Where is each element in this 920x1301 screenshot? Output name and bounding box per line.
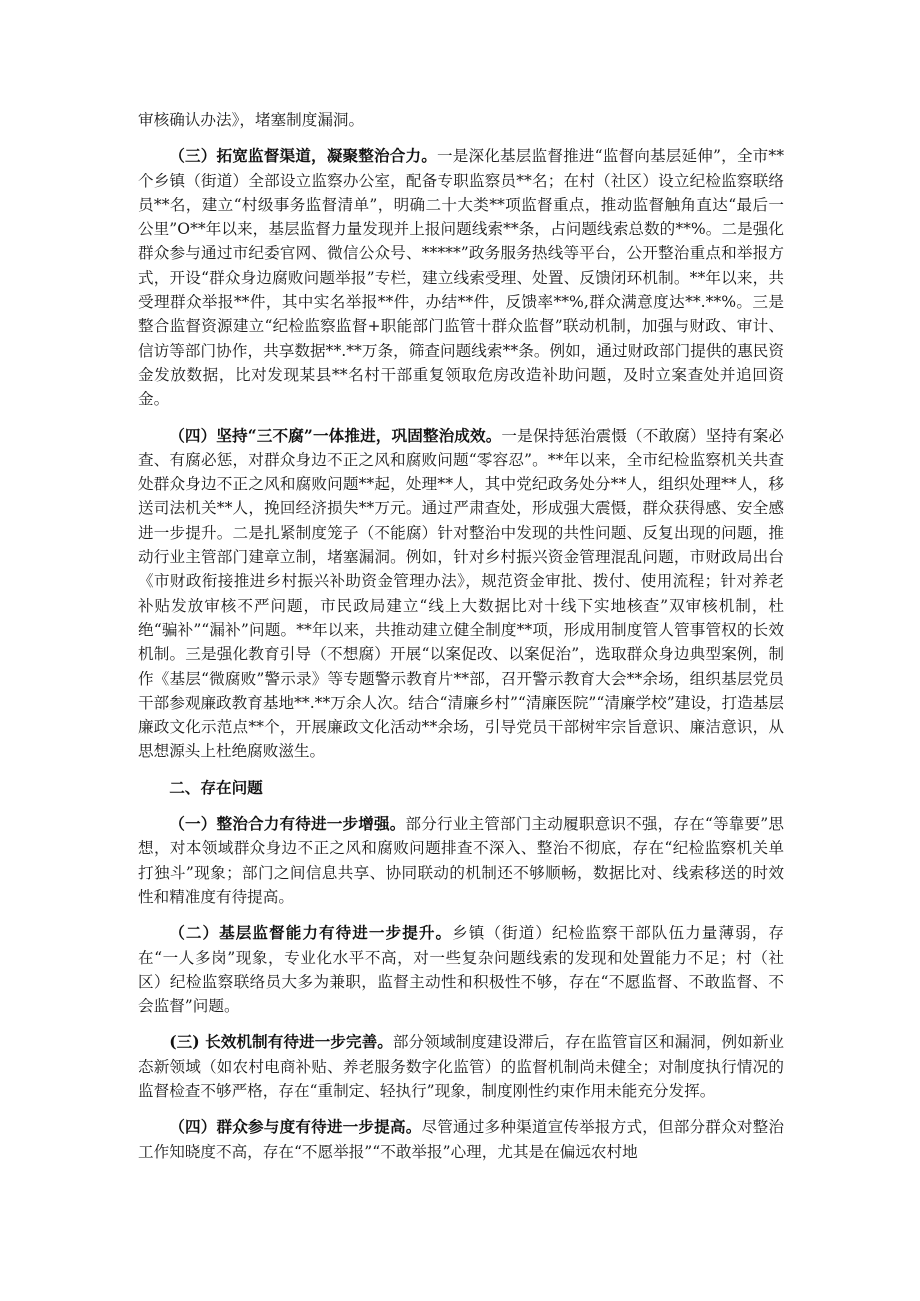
problem-paragraph-4	[138, 1115, 784, 1164]
paragraph-broaden-supervision	[138, 144, 784, 411]
problem-paragraph-2	[138, 921, 784, 1018]
paragraph-body: 一是深化基层监督推进“监督向基层延伸”，全市**个乡镇（街道）全部设立监察办公室，配备专职监察员**名；在村（社区）设立纪检监察联络员**名，建立“村级事务监督清单”，明确二十大类**项监督重点，推动监督触角直达“最后一公里”O**年以来，基层监督力量发现并上报问题线索**条，占问题线索总数的**%。二是强化群众参与通过市纪委官网、微信公众号、*****”政务服务热线等平台，公开整治重点和举报方式，开设“群众身边腐败问题举报”专栏，建立线索受理、处置、反馈闭环机制。**年以来，共受理群众举报**件，其中实名举报**件，办结**件，反馈率**%,群众满意度达**.**%。三是整合监督资源建立“纪检监察监督+职能部门监管十群众监督”联动机制，加强与财政、审计、信访等部门协作，共享数据**.**万条，筛查问题线索**条。例如，通过财政部门提供的惠民资金发放数据，比对发现某县**名村干部重复领取危房改造补助问题，及时立案查处并追回资金。	[138, 147, 784, 409]
paragraph-lead: (三) 长效机制有待进一步完善。	[169, 1032, 393, 1052]
paragraph-lead: （三）拓宽监督渠道，凝聚整治合力。	[169, 146, 438, 166]
problem-paragraph-3	[138, 1030, 784, 1103]
problem-paragraph-1	[138, 812, 784, 909]
paragraph-three-no-corruption	[138, 424, 784, 764]
paragraph-lead: （二）基层监督能力有待进一步提升。	[169, 923, 453, 943]
document-page	[138, 108, 784, 1176]
paragraph-body: 一是保持惩治震慑（不敢腐）坚持有案必查、有腐必惩，对群众身边不正之风和腐败问题“零容忍”。**年以来，全市纪检监察机关共查处群众身边不正之风和腐败问题**起，处理**人，其中党纪政务处分**人，组织处理**人，移送司法机关**人，挽回经济损失**万元。通过严肃查处，形成强大震慑，群众获得感、安全感进一步提升。二是扎紧制度笼子（不能腐）针对整治中发现的共性问题、反复出现的问题，推动行业主管部门建章立制，堵塞漏洞。例如，针对乡村振兴资金管理混乱问题，市财政局出台《市财政衔接推进乡村振兴补助资金管理办法》，规范资金审批、拨付、使用流程；针对养老补贴发放审核不严问题，市民政局建立“线上大数据比对十线下实地核查”双审核机制，杜绝“骗补”“漏补”问题。**年以来，共推动建立健全制度**项，形成用制度管人管事管权的长效机制。三是强化教育引导（不想腐）开展“以案促改、以案促治”，选取群众身边典型案例，制作《基层“微腐败”警示录》等专题警示教育片**部，召开警示教育大会**余场，组织基层党员干部参观廉政教育基地**.**万余人次。结合“清廉乡村”“清廉医院”“清廉学校”建设，打造基层廉政文化示范点**个，开展廉政文化活动**余场，引导党员干部树牢宗旨意识、廉洁意识，从思想源头上杜绝腐败滋生。	[138, 426, 784, 761]
paragraph-lead: （四）群众参与度有待进一步提高。	[169, 1117, 422, 1137]
paragraph-lead: （四）坚持“三不腐”一体推进，巩固整治成效。	[169, 425, 502, 445]
paragraph-body: 部分行业主管部门主动履职意识不强，存在“等靠要”思想，对本领域群众身边不正之风和腐败问题排查不深入、整治不彻底，存在“纪检监察机关单打独斗”现象；部门之间信息共享、协同联动的机制还不够顺畅，数据比对、线索移送的时效性和精准度有待提高。	[138, 815, 784, 906]
paragraph-body: 乡镇（街道）纪检监察干部队伍力量薄弱，存在“一人多岗”现象，专业化水平不高，对一些复杂问题线索的发现和处置能力不足；村（社区）纪检监察联络员大多为兼职，监督主动性和积极性不够，存在“不愿监督、不敢监督、不会监督”问题。	[138, 924, 784, 1016]
paragraph-lead: （一）整治合力有待进一步增强。	[169, 814, 406, 834]
continuation-text: 审核确认办法》，堵塞制度漏洞。	[138, 111, 365, 129]
paragraph-body: 尽管通过多种渠道宣传举报方式，但部分群众对整治工作知晓度不高，存在“不愿举报”“不敢举报”心理，尤其是在偏远农村地	[138, 1118, 784, 1161]
paragraph-body: 部分领域制度建设滞后，存在监管盲区和漏洞，例如新业态新领域（如农村电商补贴、养老服务数字化监管）的监督机制尚未健全；对制度执行情况的监督检查不够严格，存在“重制定、轻执行”现象，制度刚性约束作用未能充分发挥。	[138, 1033, 784, 1100]
section-heading: 二、存在问题	[169, 778, 263, 797]
